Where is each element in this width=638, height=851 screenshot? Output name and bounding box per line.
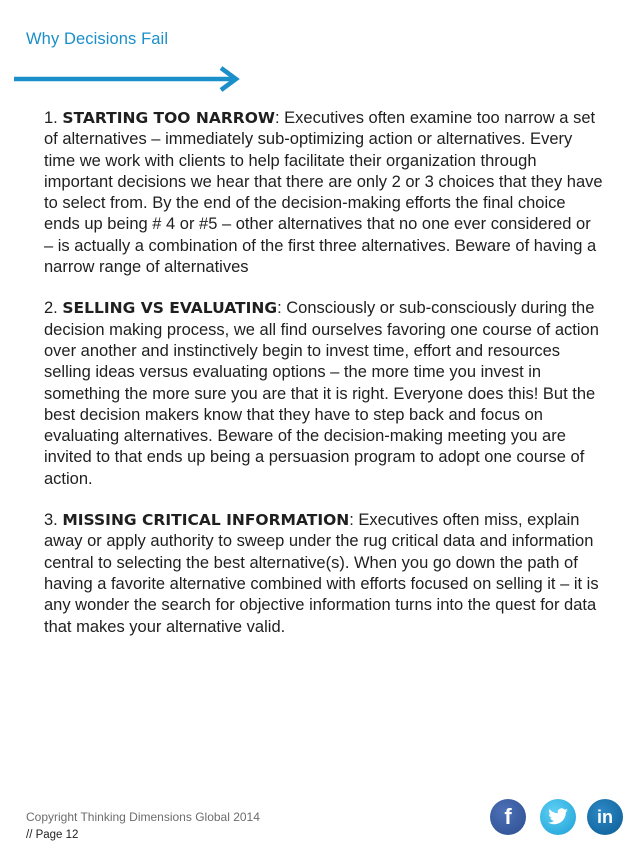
footer-copyright: Copyright Thinking Dimensions Global 2014 bbox=[26, 810, 260, 824]
list-item bbox=[44, 298, 604, 490]
arrow-right-icon bbox=[14, 64, 244, 94]
item-number: 3. bbox=[44, 511, 58, 530]
item-text: : Consciously or sub-consciously during the decision making process, we all find ourselves favoring one course of action over another and instinctively begin to invest time, effort and resources selling ideas versus evaluating options – the more time you invest in something the more sure you are that it is right. Everyone does this! But the best decision makers know that they have to step back and focus on evaluating alternatives. Beware of the decision-making meeting you are invited to that ends up being a persuasion program to adopt one course of action. bbox=[44, 299, 599, 488]
item-text: : Executives often miss, explain away or apply authority to sweep under the rug critical data and information central to selecting the best alternative(s). When you go down the path of having a favorite alternative combined with efforts focused on selling it – it is any wonder the search for objective information turns into the quest for data that makes your alternative valid. bbox=[44, 511, 599, 636]
item-text: : Executives often examine too narrow a set of alternatives – immediately sub-optimizing action or alternatives. Every time we work with clients to help facilitate their organization through important decisions we hear that there are only 2 or 3 choices that they have to select from. By the end of the decision-making efforts the final choice ends up being # 4 or #5 – other alternatives that no one ever considered or – is actually a combination of the first three alternatives. Beware of having a narrow range of alternatives bbox=[44, 109, 603, 277]
linkedin-glyph: in bbox=[597, 806, 613, 827]
item-heading: MISSING CRITICAL INFORMATION bbox=[62, 511, 350, 530]
twitter-icon[interactable] bbox=[540, 799, 576, 835]
facebook-icon[interactable] bbox=[490, 799, 526, 835]
item-heading: SELLING VS EVALUATING bbox=[62, 299, 278, 318]
linkedin-icon[interactable] bbox=[587, 799, 623, 835]
facebook-glyph: f bbox=[504, 804, 512, 829]
item-number: 2. bbox=[44, 299, 58, 318]
item-heading: STARTING TOO NARROW bbox=[62, 109, 275, 127]
list-item bbox=[44, 510, 604, 638]
twitter-bird-icon bbox=[547, 808, 569, 826]
content-body bbox=[44, 108, 604, 638]
page-number: // Page 12 bbox=[26, 829, 79, 841]
page-title: Why Decisions Fail bbox=[26, 30, 169, 48]
item-number: 1. bbox=[44, 109, 58, 127]
list-item bbox=[44, 108, 604, 278]
